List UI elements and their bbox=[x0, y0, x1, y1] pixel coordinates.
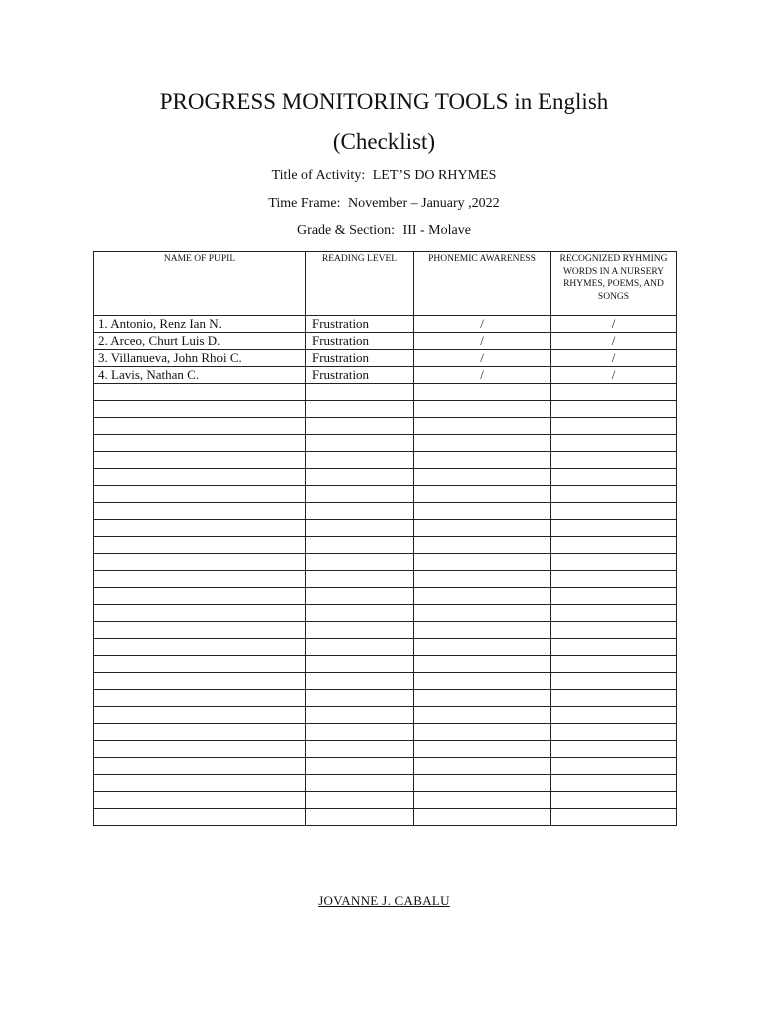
empty-cell bbox=[551, 537, 677, 554]
empty-table-row bbox=[94, 469, 677, 486]
empty-cell bbox=[414, 690, 551, 707]
empty-cell bbox=[306, 622, 414, 639]
empty-cell bbox=[306, 690, 414, 707]
empty-cell bbox=[94, 605, 306, 622]
empty-cell bbox=[414, 418, 551, 435]
empty-cell bbox=[306, 571, 414, 588]
empty-cell bbox=[94, 571, 306, 588]
header-phonemic-awareness: PHONEMIC AWARENESS bbox=[414, 252, 551, 316]
empty-table-row bbox=[94, 520, 677, 537]
empty-cell bbox=[414, 809, 551, 826]
empty-cell bbox=[94, 639, 306, 656]
empty-table-row bbox=[94, 418, 677, 435]
empty-table-row bbox=[94, 384, 677, 401]
empty-cell bbox=[414, 775, 551, 792]
empty-cell bbox=[94, 656, 306, 673]
empty-cell bbox=[94, 809, 306, 826]
empty-cell bbox=[94, 435, 306, 452]
activity-label: Title of Activity: bbox=[271, 168, 366, 183]
empty-cell bbox=[414, 469, 551, 486]
empty-cell bbox=[414, 792, 551, 809]
pupil-name-cell: 1. Antonio, Renz Ian N. bbox=[94, 316, 306, 333]
empty-cell bbox=[414, 384, 551, 401]
empty-table-row bbox=[94, 724, 677, 741]
empty-cell bbox=[306, 775, 414, 792]
empty-table-row bbox=[94, 690, 677, 707]
empty-table-row bbox=[94, 707, 677, 724]
empty-cell bbox=[551, 690, 677, 707]
empty-cell bbox=[551, 809, 677, 826]
empty-cell bbox=[306, 384, 414, 401]
empty-cell bbox=[551, 792, 677, 809]
empty-cell bbox=[414, 435, 551, 452]
empty-cell bbox=[306, 469, 414, 486]
timeframe-label: Time Frame: bbox=[268, 196, 341, 211]
empty-table-row bbox=[94, 758, 677, 775]
empty-cell bbox=[414, 486, 551, 503]
grade-section-label: Grade & Section: bbox=[297, 223, 396, 238]
empty-cell bbox=[94, 469, 306, 486]
phonemic-awareness-cell: / bbox=[414, 350, 551, 367]
empty-cell bbox=[414, 588, 551, 605]
signature-name: JOVANNE J. CABALU bbox=[318, 893, 450, 908]
empty-table-row bbox=[94, 503, 677, 520]
empty-cell bbox=[414, 758, 551, 775]
recognized-rhyming-cell: / bbox=[551, 367, 677, 384]
empty-cell bbox=[551, 775, 677, 792]
empty-cell bbox=[94, 401, 306, 418]
empty-cell bbox=[414, 724, 551, 741]
empty-cell bbox=[551, 418, 677, 435]
empty-cell bbox=[306, 809, 414, 826]
pupil-name-cell: 2. Arceo, Churt Luis D. bbox=[94, 333, 306, 350]
empty-cell bbox=[306, 758, 414, 775]
empty-table-row bbox=[94, 656, 677, 673]
empty-cell bbox=[94, 622, 306, 639]
empty-cell bbox=[414, 707, 551, 724]
checklist-table bbox=[93, 251, 677, 826]
table-row bbox=[94, 367, 677, 384]
empty-cell bbox=[94, 690, 306, 707]
empty-table-row bbox=[94, 486, 677, 503]
recognized-rhyming-cell: / bbox=[551, 350, 677, 367]
empty-table-row bbox=[94, 435, 677, 452]
activity-line bbox=[0, 167, 768, 185]
empty-cell bbox=[94, 758, 306, 775]
empty-table-row bbox=[94, 571, 677, 588]
empty-table-row bbox=[94, 622, 677, 639]
empty-table-row bbox=[94, 639, 677, 656]
pupil-name-cell: 4. Lavis, Nathan C. bbox=[94, 367, 306, 384]
empty-cell bbox=[551, 724, 677, 741]
empty-cell bbox=[94, 707, 306, 724]
empty-cell bbox=[414, 401, 551, 418]
grade-section-value: III - Molave bbox=[402, 223, 471, 238]
empty-cell bbox=[306, 656, 414, 673]
empty-cell bbox=[306, 401, 414, 418]
empty-cell bbox=[94, 775, 306, 792]
empty-cell bbox=[306, 486, 414, 503]
empty-table-row bbox=[94, 554, 677, 571]
empty-cell bbox=[414, 605, 551, 622]
empty-cell bbox=[94, 588, 306, 605]
empty-cell bbox=[306, 537, 414, 554]
empty-cell bbox=[551, 741, 677, 758]
empty-cell bbox=[94, 673, 306, 690]
empty-cell bbox=[551, 758, 677, 775]
empty-cell bbox=[306, 605, 414, 622]
reading-level-cell: Frustration bbox=[306, 367, 414, 384]
empty-cell bbox=[306, 724, 414, 741]
signature-block bbox=[0, 892, 768, 910]
empty-table-row bbox=[94, 775, 677, 792]
empty-cell bbox=[551, 673, 677, 690]
empty-cell bbox=[551, 520, 677, 537]
empty-cell bbox=[306, 588, 414, 605]
empty-cell bbox=[94, 503, 306, 520]
empty-cell bbox=[414, 452, 551, 469]
empty-cell bbox=[551, 622, 677, 639]
timeframe-line bbox=[0, 195, 768, 213]
table-row bbox=[94, 350, 677, 367]
empty-cell bbox=[414, 520, 551, 537]
empty-cell bbox=[94, 418, 306, 435]
empty-cell bbox=[414, 622, 551, 639]
grade-section-line bbox=[0, 222, 768, 240]
empty-cell bbox=[306, 520, 414, 537]
table-row bbox=[94, 333, 677, 350]
phonemic-awareness-cell: / bbox=[414, 316, 551, 333]
empty-table-row bbox=[94, 792, 677, 809]
empty-cell bbox=[414, 554, 551, 571]
empty-cell bbox=[551, 571, 677, 588]
empty-cell bbox=[551, 588, 677, 605]
empty-cell bbox=[551, 452, 677, 469]
empty-cell bbox=[306, 639, 414, 656]
empty-cell bbox=[306, 792, 414, 809]
empty-table-row bbox=[94, 401, 677, 418]
recognized-rhyming-cell: / bbox=[551, 316, 677, 333]
phonemic-awareness-cell: / bbox=[414, 367, 551, 384]
empty-cell bbox=[551, 656, 677, 673]
header-recognized-rhyming-words: RECOGNIZED RYHMING WORDS IN A NURSERY RHYMES, POEMS, AND SONGS bbox=[551, 252, 677, 316]
empty-cell bbox=[414, 503, 551, 520]
empty-cell bbox=[94, 554, 306, 571]
header-name-of-pupil: NAME OF PUPIL bbox=[94, 252, 306, 316]
table-header-row bbox=[94, 252, 677, 316]
empty-cell bbox=[551, 435, 677, 452]
empty-table-row bbox=[94, 673, 677, 690]
header-reading-level: READING LEVEL bbox=[306, 252, 414, 316]
empty-cell bbox=[551, 384, 677, 401]
empty-table-row bbox=[94, 537, 677, 554]
empty-cell bbox=[551, 554, 677, 571]
empty-cell bbox=[306, 673, 414, 690]
empty-table-row bbox=[94, 452, 677, 469]
recognized-rhyming-cell: / bbox=[551, 333, 677, 350]
empty-cell bbox=[551, 503, 677, 520]
empty-cell bbox=[414, 571, 551, 588]
empty-cell bbox=[306, 452, 414, 469]
document-title: PROGRESS MONITORING TOOLS in English bbox=[159, 89, 609, 114]
empty-cell bbox=[414, 537, 551, 554]
empty-table-row bbox=[94, 605, 677, 622]
empty-table-row bbox=[94, 588, 677, 605]
empty-cell bbox=[551, 469, 677, 486]
document-subtitle: (Checklist) bbox=[332, 129, 436, 154]
empty-cell bbox=[306, 707, 414, 724]
empty-cell bbox=[551, 639, 677, 656]
empty-cell bbox=[94, 384, 306, 401]
empty-cell bbox=[94, 741, 306, 758]
empty-cell bbox=[94, 452, 306, 469]
empty-cell bbox=[414, 741, 551, 758]
empty-cell bbox=[551, 486, 677, 503]
reading-level-cell: Frustration bbox=[306, 333, 414, 350]
empty-cell bbox=[551, 401, 677, 418]
table-body bbox=[94, 316, 677, 826]
empty-cell bbox=[306, 503, 414, 520]
reading-level-cell: Frustration bbox=[306, 316, 414, 333]
empty-cell bbox=[94, 520, 306, 537]
table-row bbox=[94, 316, 677, 333]
reading-level-cell: Frustration bbox=[306, 350, 414, 367]
empty-cell bbox=[306, 554, 414, 571]
empty-cell bbox=[306, 435, 414, 452]
empty-cell bbox=[94, 486, 306, 503]
phonemic-awareness-cell: / bbox=[414, 333, 551, 350]
empty-table-row bbox=[94, 741, 677, 758]
empty-cell bbox=[414, 639, 551, 656]
empty-cell bbox=[94, 537, 306, 554]
pupil-name-cell: 3. Villanueva, John Rhoi C. bbox=[94, 350, 306, 367]
empty-cell bbox=[551, 707, 677, 724]
activity-value: LET’S DO RHYMES bbox=[372, 168, 497, 183]
empty-cell bbox=[94, 792, 306, 809]
timeframe-value: November – January ,2022 bbox=[348, 196, 500, 211]
empty-cell bbox=[414, 673, 551, 690]
empty-table-row bbox=[94, 809, 677, 826]
empty-cell bbox=[414, 656, 551, 673]
empty-cell bbox=[306, 418, 414, 435]
empty-cell bbox=[94, 724, 306, 741]
empty-cell bbox=[551, 605, 677, 622]
empty-cell bbox=[306, 741, 414, 758]
